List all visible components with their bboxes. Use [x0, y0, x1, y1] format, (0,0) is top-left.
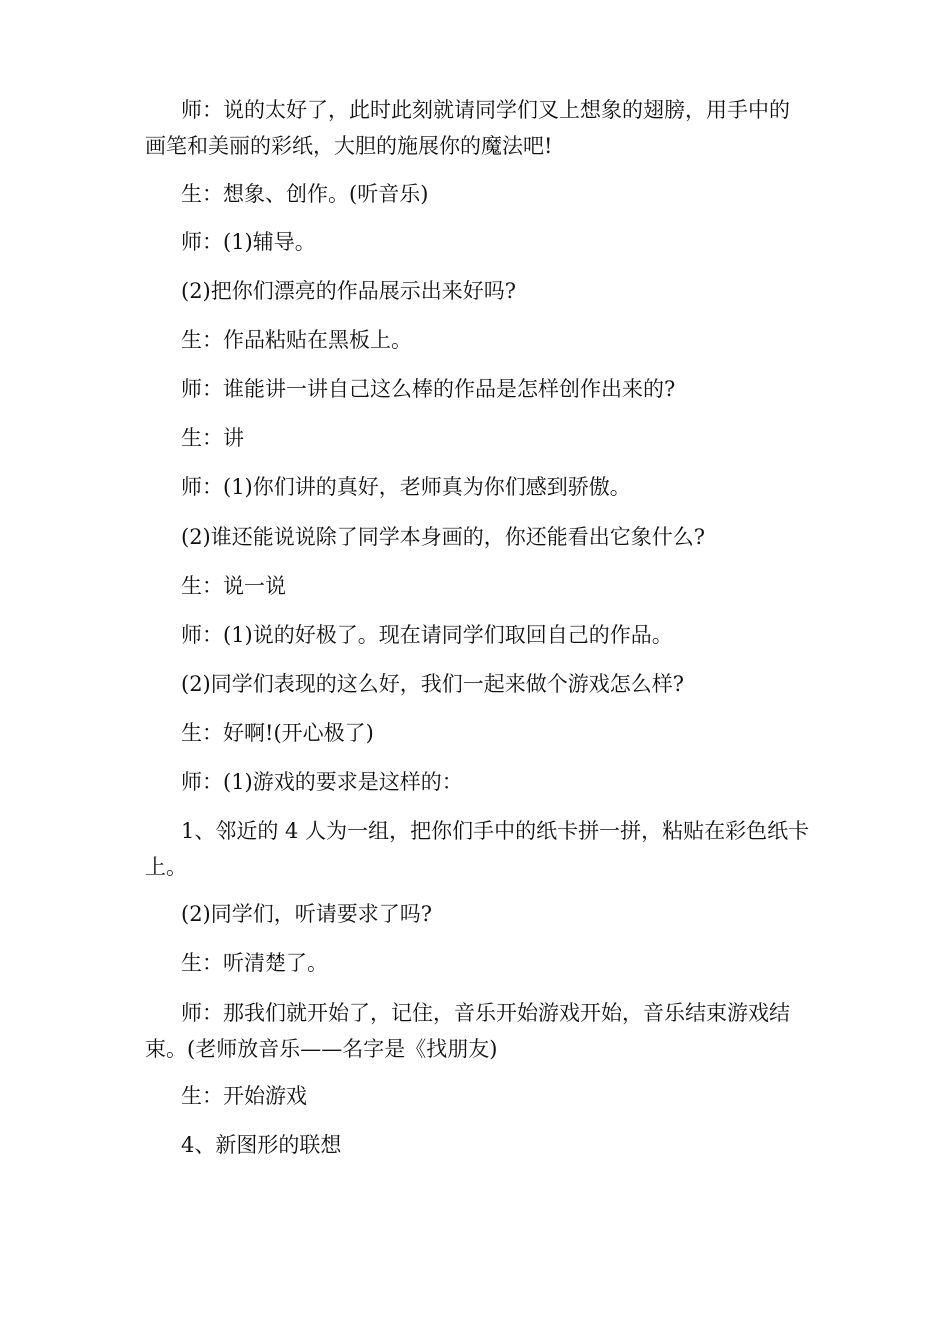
- paragraph-18: 师：那我们就开始了，记住，音乐开始游戏开始，音乐结束游戏结束。(老师放音乐——名字是《找朋友): [145, 1001, 790, 1061]
- paragraph-9: (2)谁还能说说除了同学本身画的，你还能看出它象什么?: [181, 525, 706, 549]
- paragraph-14: 师：(1)游戏的要求是这样的：: [181, 770, 463, 794]
- paragraph-16: (2)同学们，听请要求了吗?: [181, 902, 433, 926]
- paragraph-15: 1、邻近的 4 人为一组，把你们手中的纸卡拼一拼，粘贴在彩色纸卡上。: [145, 819, 810, 879]
- paragraph-10: 生：说一说: [181, 574, 286, 598]
- paragraph-20: 4、新图形的联想: [181, 1133, 342, 1157]
- paragraph-3: 师：(1)辅导。: [181, 230, 316, 254]
- paragraph-8: 师：(1)你们讲的真好，老师真为你们感到骄傲。: [181, 475, 631, 499]
- paragraph-2: 生：想象、创作。(听音乐): [181, 182, 429, 206]
- paragraph-6: 师：谁能讲一讲自己这么棒的作品是怎样创作出来的?: [181, 377, 676, 401]
- paragraph-1: 师：说的太好了，此时此刻就请同学们叉上想象的翅膀，用手中的画笔和美丽的彩纸，大胆的施展你的魔法吧!: [145, 98, 790, 158]
- paragraph-11: 师：(1)说的好极了。现在请同学们取回自己的作品。: [181, 623, 673, 647]
- paragraph-13: 生：好啊!(开心极了): [181, 721, 374, 745]
- paragraph-4: (2)把你们漂亮的作品展示出来好吗?: [181, 279, 517, 303]
- paragraph-7: 生：讲: [181, 426, 244, 450]
- paragraph-17: 生：听清楚了。: [181, 951, 328, 975]
- paragraph-5: 生：作品粘贴在黑板上。: [181, 328, 412, 352]
- paragraph-12: (2)同学们表现的这么好，我们一起来做个游戏怎么样?: [181, 672, 685, 696]
- paragraph-19: 生：开始游戏: [181, 1084, 307, 1108]
